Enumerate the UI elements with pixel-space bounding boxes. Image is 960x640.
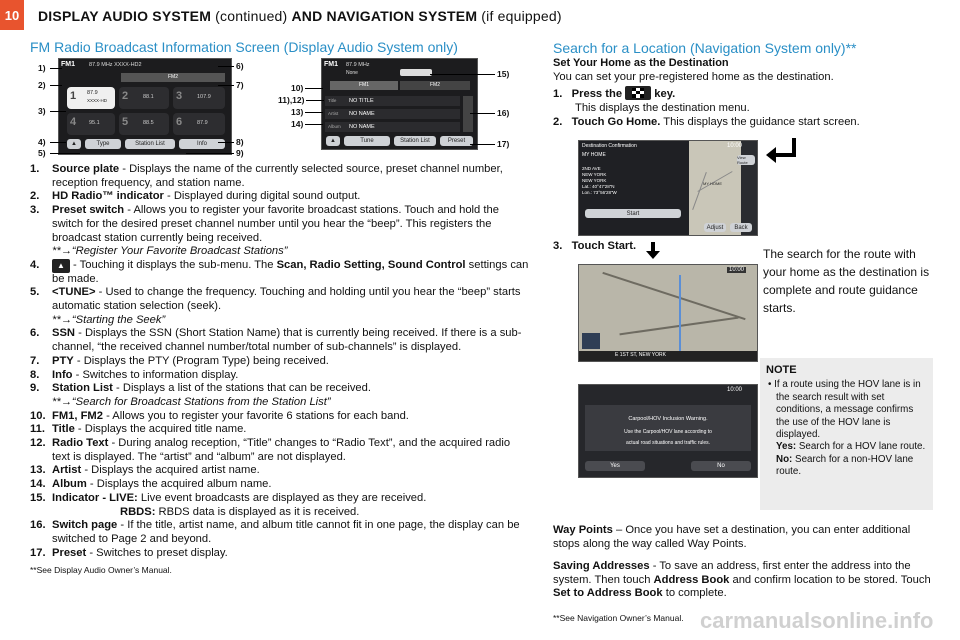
destination-confirmation-screen <box>578 140 758 236</box>
note-bullet: • If a route using the HOV lane is in the search result with set conditions, a message confirms the use of the HOV lane is displayed. <box>768 379 921 441</box>
item-number: 8. <box>30 368 40 381</box>
step3-term: Touch Start. <box>571 240 637 252</box>
list-item <box>30 492 530 506</box>
item-term: Switch page <box>52 519 118 532</box>
list-item <box>30 327 530 354</box>
preset-1-sub: XXXX-HD <box>87 98 108 103</box>
item-term: PTY <box>52 354 74 367</box>
screen1-band: FM2 <box>121 73 225 82</box>
ref-prefix: ** <box>52 245 61 258</box>
street-name: E 1ST ST, NEW YORK <box>615 352 666 358</box>
screen1-station: FM1 <box>61 61 75 68</box>
preset-1-freq: 87.9 <box>87 90 98 96</box>
note-no <box>766 454 927 479</box>
callout-3: 3) <box>38 106 46 116</box>
route-guidance-screen <box>578 264 758 362</box>
item-term: Preset switch <box>52 204 125 217</box>
saving-text-3: to complete. <box>662 587 727 600</box>
row-title-value: NO TITLE <box>349 98 374 104</box>
list-item <box>30 163 530 190</box>
header-part3: AND NAVIGATION SYSTEM <box>291 8 478 24</box>
item-text: - Switches to preset display. <box>86 546 228 559</box>
list-item <box>30 355 530 369</box>
right-section-title: Search for a Location (Navigation System only)** <box>553 40 857 56</box>
left-section-title: FM Radio Broadcast Information Screen (Display Audio System only) <box>30 39 458 55</box>
hov-warning-screen <box>578 384 758 478</box>
item-text: - Used to change the frequency. Touching and holding until you hear the “beep” starts automatic station selection (seek). <box>52 286 521 313</box>
list-item <box>30 369 530 383</box>
item-term: Preset <box>52 546 87 559</box>
callout-14: 14) <box>291 119 304 129</box>
station-list-button-2[interactable]: Station List <box>394 136 436 146</box>
item-term: SSN <box>52 327 76 340</box>
preset-3[interactable] <box>173 87 225 109</box>
note-no-label: No: <box>776 453 793 465</box>
screen1-freq: 87.9 MHz XXXX-HD2 <box>89 62 142 68</box>
info-row-title <box>325 96 460 106</box>
info-row-album <box>325 122 460 132</box>
item-sub-text: RBDS data is displayed as it is received. <box>155 505 360 518</box>
list-item <box>30 437 530 464</box>
tab-fm1[interactable]: FM1 <box>330 81 398 90</box>
fm-radio-screen-1 <box>58 58 232 155</box>
submenu-button-2[interactable]: ▲ <box>326 136 340 146</box>
item-term: HD Radio™ indicator <box>52 190 164 203</box>
submenu-button[interactable]: ▲ <box>67 139 81 149</box>
preset-6-freq: 87.9 <box>197 120 208 126</box>
item-number: 7. <box>30 354 40 367</box>
ref-arrow-icon: → <box>60 313 72 326</box>
callout-13: 13) <box>291 107 304 117</box>
callout-5: 5) <box>38 148 46 158</box>
right-intro <box>553 57 938 130</box>
ref-text: “Starting the Seek” <box>71 313 166 326</box>
item-number: 17. <box>30 546 46 559</box>
item-text: - Displays the acquired album name. <box>86 478 272 491</box>
right-intro-text: You can set your pre-registered home as the destination. <box>553 70 834 83</box>
callout-16: 16) <box>497 108 510 118</box>
header-part2: (continued) <box>211 8 292 24</box>
preset-2-num: 2 <box>122 90 129 102</box>
header-part4: (if equipped) <box>477 8 562 24</box>
way-points-term: Way Points <box>553 524 613 536</box>
left-footnote: **See Display Audio Owner’s Manual. <box>30 565 172 576</box>
page-number: 10 <box>0 0 24 30</box>
route-time: 10:00 <box>729 267 745 273</box>
item-text: Live event broadcasts are displayed as they are received. <box>137 491 427 504</box>
preset-3-freq: 107.9 <box>197 94 211 100</box>
callout-8: 8) <box>236 137 244 147</box>
item-term: Title <box>52 423 75 436</box>
callout-1: 1) <box>38 63 46 73</box>
dest-time: 10:00 <box>727 143 743 149</box>
list-item <box>30 190 530 204</box>
preset-2-freq: 88.1 <box>143 94 154 100</box>
ref-prefix: ** <box>52 395 61 408</box>
item-text: - Touching it displays the sub-menu. The <box>69 258 277 271</box>
item-number: 1. <box>30 163 40 175</box>
list-item-sub <box>30 506 530 520</box>
list-item <box>30 382 530 396</box>
row-artist-label: Artist <box>328 111 339 116</box>
screen2-sub: None <box>346 70 358 76</box>
item-number: 12. <box>30 437 46 450</box>
item-number: 9. <box>30 382 40 395</box>
hov-heading: Carpool/HOV Inclusion Warning. <box>628 416 708 422</box>
step3-num: 3. <box>553 240 563 252</box>
dest-title: Destination Confirmation <box>582 143 637 149</box>
list-item <box>30 519 530 546</box>
step-2 <box>553 116 938 130</box>
note-yes-label: Yes: <box>776 441 797 453</box>
row-artist-value: NO NAME <box>349 111 375 117</box>
item-term: Station List <box>52 382 113 395</box>
item-number: 13. <box>30 464 46 477</box>
station-list-button[interactable]: Station List <box>125 139 175 149</box>
item-term: Artist <box>52 464 82 477</box>
item-term-2: Scan, Radio Setting, Sound Control <box>276 258 466 271</box>
preset-1-num: 1 <box>70 90 77 102</box>
hov-yes-button[interactable]: Yes <box>585 461 645 471</box>
dest-map-poi: MY HOME <box>703 181 723 186</box>
item-text: - During analog reception, “Title” changes to “Radio Text”, and the acquired radio text is displayed. The “artist” and “album” are not displayed. <box>52 437 511 463</box>
set-to-address-book-label: Set to Address Book <box>553 587 663 600</box>
ref-text: “Register Your Favorite Broadcast Stations” <box>71 245 288 258</box>
watermark: carmanualsonline.info <box>700 608 934 633</box>
hov-line-2: actual road situations and traffic rules. <box>625 440 711 446</box>
step-1 <box>553 86 938 102</box>
item-number: 3. <box>30 204 40 217</box>
step1-num: 1. <box>553 88 563 101</box>
live-indicator <box>400 69 432 76</box>
type-button[interactable]: Type <box>85 139 121 149</box>
item-number: 4. <box>30 258 40 271</box>
callout-10: 10) <box>291 83 304 93</box>
callout-9: 9) <box>236 148 244 158</box>
dest-line-3: NEW YORK <box>582 178 607 183</box>
list-item <box>30 204 530 245</box>
info-button[interactable]: Info <box>179 139 225 149</box>
item-text: - Allows you to register your favorite 6 stations for each band. <box>102 409 409 422</box>
item-number: 6. <box>30 327 40 340</box>
item-text: - Displays the acquired artist name. <box>81 464 260 477</box>
note-yes <box>766 441 927 453</box>
dest-address <box>582 166 617 196</box>
dest-lon: 73°56'28"W <box>593 190 617 195</box>
header-part1: DISPLAY AUDIO SYSTEM <box>38 8 212 24</box>
callout-4: 4) <box>38 137 46 147</box>
step1-a: Press the <box>571 88 623 101</box>
step3-desc: The search for the route with your home as the destination is complete and route guidance starts. <box>763 247 930 315</box>
item-number: 2. <box>30 190 40 203</box>
item-text: - Displays the PTY (Program Type) being received. <box>73 354 329 367</box>
item-number: 14. <box>30 478 46 491</box>
callout-6: 6) <box>236 61 244 71</box>
screen2-freq: 87.9 MHz <box>346 62 370 68</box>
address-book-label: Address Book <box>653 573 730 586</box>
adjust-button[interactable]: Adjust <box>704 223 726 232</box>
way-points-text: – Once you have set a destination, you can enter additional stops along the way called Way Points. <box>553 524 911 550</box>
preset-5-num: 5 <box>122 116 129 128</box>
list-item <box>30 464 530 478</box>
item-term: Radio Text <box>52 437 109 450</box>
step2-term: Touch Go Home. <box>571 115 661 128</box>
ref-arrow-icon: → <box>60 245 72 258</box>
note-no-text: Search for a non-HOV lane route. <box>776 453 914 478</box>
row-album-label: Album <box>328 124 341 129</box>
down-arrow-icon <box>645 242 661 260</box>
item-number: 16. <box>30 519 46 532</box>
step1-desc: This displays the destination menu. <box>575 102 750 115</box>
step-3 <box>553 240 763 254</box>
note-bullet-text: If a route using the HOV lane is in the search result with set conditions, a message confirms the use of the HOV lane is displayed. <box>774 379 921 441</box>
page-header <box>38 8 562 24</box>
list-item <box>30 547 530 561</box>
preset-button[interactable]: Preset <box>440 136 473 146</box>
item-text: - Displays the SSN (Short Station Name) that is currently being received. If there is a sub-channel, “the received channel number/total number of sub-channels” is displayed. <box>52 327 522 354</box>
item-number: 11. <box>30 423 45 436</box>
callout-7: 7) <box>236 80 244 90</box>
item-number: 5. <box>30 286 40 299</box>
callout-15: 15) <box>497 69 510 79</box>
item-term: Source plate <box>52 163 120 175</box>
preset-3-num: 3 <box>176 90 183 102</box>
submenu-triangle-icon: ▲ <box>52 259 70 273</box>
switch-page-control[interactable] <box>463 96 473 132</box>
tune-button[interactable]: Tune <box>344 136 390 146</box>
saving-addresses-paragraph <box>553 560 938 601</box>
step2-num: 2. <box>553 115 563 128</box>
item-term: FM1, FM2 <box>52 409 103 422</box>
preset-5-freq: 88.5 <box>143 120 154 126</box>
fm-radio-screen-2 <box>321 58 478 150</box>
item-text: - Displays the name of the currently selected source, preset channel number, reception frequency, and station name. <box>52 163 503 189</box>
way-points-paragraph <box>553 524 938 551</box>
dest-lon-label: Lon.: <box>582 190 593 195</box>
step2-text: This displays the guidance start screen. <box>660 115 860 128</box>
back-button[interactable]: Back <box>730 223 752 232</box>
dest-map <box>689 141 741 235</box>
list-item <box>30 410 530 424</box>
info-row-artist <box>325 109 460 119</box>
callout-17: 17) <box>497 139 510 149</box>
list-item <box>30 423 530 437</box>
item-text: - If the title, artist name, and album title cannot fit in one page, the display can be switched to Page 2 and beyond. <box>52 519 520 545</box>
preset-4-freq: 95.1 <box>89 120 100 126</box>
callout-11-12: 11),12) <box>278 95 305 105</box>
turn-indicator <box>582 333 600 349</box>
dest-lat: 40°47'28"N <box>592 184 615 189</box>
preset-2[interactable] <box>119 87 169 109</box>
item-text: - Displayed during digital sound output. <box>163 190 361 203</box>
tab-fm2[interactable]: FM2 <box>400 81 470 90</box>
hov-line-1: Use the Carpool/HOV lane according to <box>624 429 712 435</box>
item-text: - Allows you to register your favorite broadcast stations. Touch and hold the switch for the desired preset channel number until you hear the “beep”. This registers the broadcast station currently being received. <box>52 204 499 244</box>
hov-time: 10:00 <box>727 387 743 393</box>
start-button[interactable]: Start <box>585 209 681 218</box>
note-box <box>760 358 933 510</box>
note-heading: NOTE <box>766 364 797 376</box>
preset-4[interactable] <box>67 113 115 135</box>
ref-arrow-icon: → <box>60 395 72 408</box>
note-yes-text: Search for a HOV lane route. <box>796 441 926 453</box>
ref-prefix: ** <box>52 313 61 326</box>
item-number: 10. <box>30 409 46 422</box>
dest-line-2: NEW YORK <box>582 172 607 177</box>
right-footnote: **See Navigation Owner’s Manual. <box>553 613 684 623</box>
item-text-2: settings can be made. <box>52 258 529 285</box>
preset-6[interactable] <box>173 113 225 135</box>
dest-line-1: 2ND AVE <box>582 166 601 171</box>
item-number: 15. <box>30 491 46 504</box>
list-item <box>30 259 530 286</box>
list-item <box>30 478 530 492</box>
saving-text-2: and confirm location to be stored. Touch <box>729 573 931 586</box>
view-route-button[interactable]: View Route <box>737 155 755 165</box>
preset-5[interactable] <box>119 113 169 135</box>
cross-reference <box>30 245 530 259</box>
saving-term: Saving Addresses <box>553 560 650 572</box>
preset-1[interactable] <box>67 87 115 109</box>
item-term: Info <box>52 368 73 381</box>
preset-6-num: 6 <box>176 116 183 128</box>
return-arrow-icon <box>764 135 800 165</box>
step1-b: key. <box>654 88 676 101</box>
item-text: - Switches to information display. <box>72 368 239 381</box>
item-term: <TUNE> <box>52 286 96 299</box>
preset-4-num: 4 <box>70 116 77 128</box>
left-description-list <box>30 163 530 578</box>
item-text: - Displays the acquired title name. <box>74 423 247 436</box>
row-title-label: Title <box>328 98 337 103</box>
ref-text: “Search for Broadcast Stations from the Station List” <box>71 395 331 408</box>
cross-reference <box>30 314 530 328</box>
item-text: - Displays a list of the stations that can be received. <box>112 382 371 395</box>
right-subhead: Set Your Home as the Destination <box>553 57 729 69</box>
item-term: Indicator - LIVE: <box>52 491 138 504</box>
item-sub-term: RBDS: <box>120 505 156 518</box>
item-term: Album <box>52 478 87 491</box>
dest-lat-label: Lat.: <box>582 184 591 189</box>
saving-text-1: - To save an address, first enter the address into the system. Then touch <box>553 560 911 586</box>
cross-reference <box>30 396 530 410</box>
callout-2: 2) <box>38 80 46 90</box>
list-item <box>30 286 530 313</box>
screen2-station: FM1 <box>324 61 338 68</box>
nav-key-icon <box>625 86 651 100</box>
hov-no-button[interactable]: No <box>691 461 751 471</box>
dest-home: MY HOME <box>582 152 606 158</box>
row-album-value: NO NAME <box>349 124 375 130</box>
